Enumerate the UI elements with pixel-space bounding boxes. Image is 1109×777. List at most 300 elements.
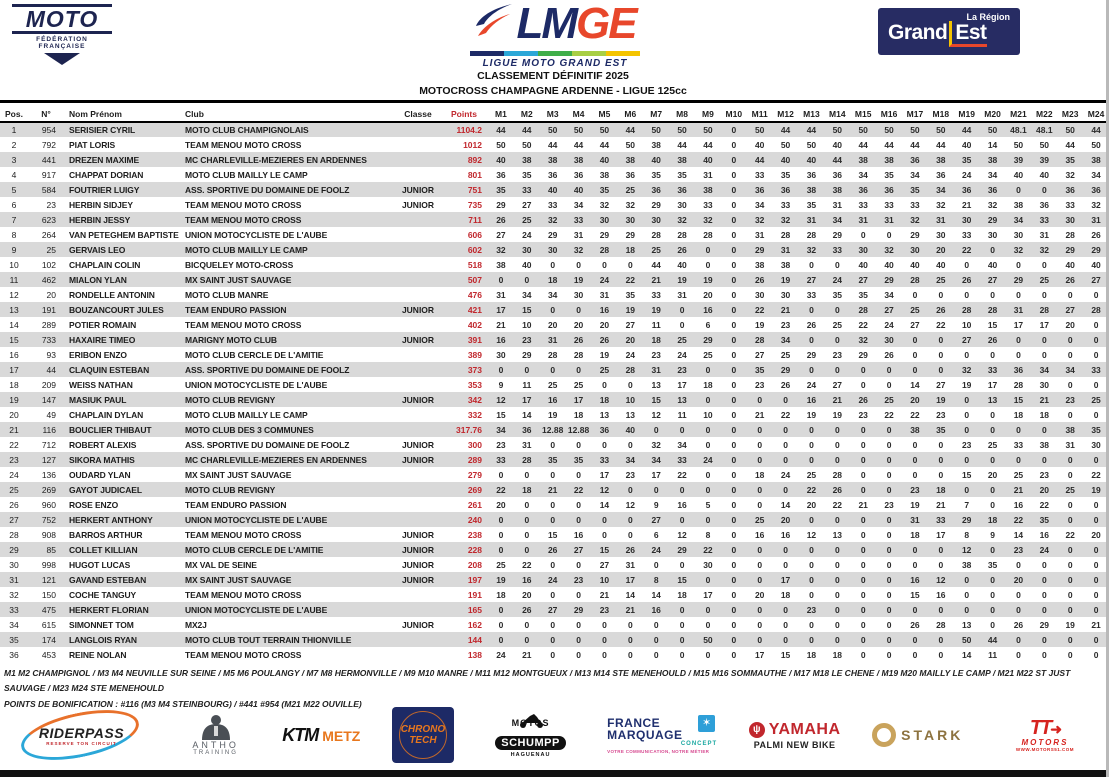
cell-m: 17 [1039,319,1050,330]
cell-m: 36 [522,424,532,435]
cell-points: 751 [467,184,482,195]
cell-m: 0 [627,259,633,270]
cell-m: 34 [1065,364,1075,375]
cell-m: 0 [576,649,581,660]
cell-m: 0 [731,589,737,600]
cell-m: 0 [990,574,995,585]
cell-m: 34 [884,289,894,300]
cell-m: 0 [731,634,737,645]
cell-m: 21 [1091,619,1101,630]
cell-m: 0 [783,604,788,615]
table-row [0,242,1109,257]
cell-m: 0 [1016,424,1021,435]
cell-points: 801 [467,169,482,180]
cell-points: 238 [467,529,482,540]
cell-m: 13 [677,394,687,405]
cell-m: 29 [910,229,920,240]
cell-m: 16 [547,394,558,405]
cell-m: 24 [884,319,894,330]
cell-m: 20 [1039,484,1050,495]
cell-m: 23 [1013,544,1024,555]
cell-m: 28 [780,229,791,240]
ttmotors-url: WWW.MOTORS51.COM [1015,746,1074,752]
cell-m: 35 [780,169,791,180]
cell-m: 0 [809,634,814,645]
cell-m: 50 [832,125,843,135]
cell-m: 28 [703,229,713,240]
cell-club: TEAM MENOU MOTO CROSS [185,199,302,210]
cell-m: 50 [1091,139,1101,150]
cell-m: 0 [783,424,788,435]
cell-m: 36 [1039,199,1050,210]
cell-m: 17 [651,469,661,480]
cell-m: 10 [703,409,713,420]
cell-m: 0 [860,454,866,465]
cell-m: 0 [550,364,556,375]
region-small-text: La Région [966,12,1010,22]
cell-m: 0 [1016,454,1021,465]
cell-m: 40 [599,154,610,165]
table-row [0,302,1109,317]
cell-m: 19 [780,274,791,285]
cell-m: 38 [703,184,713,195]
cell-club: MX SAINT JUST SAUVAGE [185,274,292,285]
cell-m: 0 [912,289,918,300]
cell-m: 19 [703,274,713,285]
cell-m: 23 [651,349,661,360]
antho-training-logo [181,714,251,756]
cell-m: 0 [731,514,737,525]
cell-m: 0 [576,559,581,570]
cell-m: 18 [496,589,506,600]
cell-num: 174 [41,634,56,645]
column-header-m13: M13 [799,106,825,122]
cell-m: 0 [1067,544,1073,555]
cell-m: 0 [627,514,633,525]
yamaha-tuningfork-icon: ψ [749,722,765,738]
cell-m: 0 [1067,469,1073,480]
cell-m: 0 [498,274,504,285]
cell-m: 26 [780,379,791,390]
ffm-logo [12,4,112,65]
cell-num: 136 [41,469,56,480]
cell-m: 12.88 [567,424,590,435]
cell-m: 0 [731,154,737,165]
cell-m: 18 [651,334,661,345]
cell-m: 0 [938,289,944,300]
cell-m: 0 [912,349,918,360]
cell-m: 31 [703,169,713,180]
cell-pos: 27 [9,514,19,525]
column-header-m15: M15 [850,106,876,122]
cell-points: 518 [467,259,482,270]
cell-club: MOTO CLUB REVIGNY [185,484,276,495]
cell-m: 0 [550,304,556,315]
cell-m: 0 [576,619,581,630]
cell-pos: 13 [9,304,19,315]
column-header-m20: M20 [980,106,1006,122]
cell-m: 0 [524,364,530,375]
cell-m: 24 [496,649,506,660]
cell-m: 26 [832,484,843,495]
cell-m: 0 [990,499,995,510]
cell-m: 11 [988,649,998,660]
cell-m: 21 [496,319,506,330]
cell-points: 317.76 [456,424,482,435]
cell-m: 0 [1093,349,1099,360]
cell-m: 44 [936,139,946,150]
cell-m: 0 [886,529,892,540]
cell-m: 0 [524,619,530,630]
cell-classe [396,512,440,527]
cell-m: 14 [625,589,636,600]
cell-m: 36 [573,169,584,180]
cell-m: 26 [1013,619,1024,630]
cell-m: 36 [884,184,894,195]
cell-m: 19 [547,409,558,420]
cell-m: 33 [599,454,610,465]
column-header-m4: M4 [566,106,592,122]
column-header-m14: M14 [824,106,850,122]
cell-m: 38 [961,559,972,570]
chronotech-line2: TECH [409,735,437,746]
cell-m: 0 [550,514,556,525]
cell-m: 0 [886,649,892,660]
cell-m: 28 [910,274,920,285]
cell-name: FOUTRIER LUIGY [69,184,140,195]
cell-m: 22 [625,274,636,285]
cell-m: 0 [834,574,840,585]
cell-m: 35 [573,454,584,465]
cell-m: 40 [703,154,713,165]
cell-club: MOTO CLUB MAILLY LE CAMP [185,409,308,420]
cell-name: ROBERT ALEXIS [69,439,137,450]
cell-m: 44 [910,139,920,150]
cell-m: 29 [806,349,817,360]
cell-m: 0 [627,484,633,495]
cell-name: LANGLOIS RYAN [69,634,137,645]
cell-m: 0 [860,574,866,585]
cell-name: BOUZANCOURT JULES [69,304,164,315]
cell-m: 21 [936,499,946,510]
page-title: CLASSEMENT DÉFINITIF 2025 [477,70,629,82]
cell-m: 29 [496,199,506,210]
cell-num: 954 [41,125,56,135]
table-row [0,437,1109,452]
cell-m: 18 [910,529,920,540]
cell-classe [396,347,440,362]
cell-m: 0 [705,649,711,660]
cell-num: 752 [41,514,56,525]
cell-m: 0 [576,499,581,510]
cell-m: 22 [832,499,843,510]
cell-m: 0 [524,274,530,285]
cell-m: 0 [809,454,814,465]
cell-m: 26 [858,394,868,405]
cell-m: 0 [1067,409,1073,420]
cell-name: HAXAIRE TIMEO [69,334,136,345]
cell-club: MOTO CLUB TOUT TERRAIN THIONVILLE [185,634,352,645]
cell-m: 26 [522,604,532,615]
cell-m: 35 [651,169,661,180]
cell-m: 0 [550,619,556,630]
cell-m: 44 [806,125,817,135]
cell-pos: 11 [9,274,19,285]
cell-m: 33 [573,214,584,225]
cell-m: 17 [703,589,713,600]
fmarq-tagline: VOTRE COMMUNICATION, NOTRE MÉTIER [607,748,710,754]
cell-num: 25 [46,244,56,255]
cell-classe [396,587,440,602]
cell-m: 12 [677,529,687,540]
cell-m: 40 [496,154,506,165]
cell-m: 28 [1065,229,1075,240]
cell-club: MC CHARLEVILLE-MEZIERES EN ARDENNES [185,454,367,465]
chronotech-logo [392,707,454,763]
cell-club: TEAM MENOU MOTO CROSS [185,139,302,150]
cell-m: 21 [651,274,661,285]
cell-m: 0 [964,604,970,615]
cell-m: 36 [936,169,946,180]
cell-m: 35 [832,289,843,300]
cell-pos: 12 [9,289,19,300]
cell-m: 0 [886,634,892,645]
cell-m: 21 [858,499,868,510]
cell-m: 32 [1065,169,1075,180]
cell-m: 0 [731,379,737,390]
cell-m: 34 [780,334,791,345]
cell-num: 998 [41,559,56,570]
column-header-m12: M12 [773,106,799,122]
cell-m: 48.1 [1036,125,1053,135]
cell-m: 40 [754,139,765,150]
cell-points: 1104.2 [456,125,482,135]
cell-classe: JUNIOR [401,199,435,210]
cell-m: 0 [809,574,814,585]
cell-m: 0 [834,514,840,525]
cell-m: 28 [1013,379,1024,390]
region-est-text: Est [949,21,986,47]
cell-m: 17 [1013,319,1024,330]
cell-m: 22 [936,319,946,330]
cell-classe [396,647,440,662]
cell-m: 0 [679,319,685,330]
cell-m: 25 [522,214,532,225]
column-header-m6: M6 [617,106,643,122]
cell-m: 0 [1093,589,1099,600]
cell-points: 373 [467,364,482,375]
cell-m: 40 [625,424,636,435]
cell-club: MOTO CLUB CERCLE DE L'AMITIE [185,349,324,360]
cell-m: 32 [1091,199,1101,210]
cell-pos: 22 [9,439,19,450]
cell-m: 9 [498,379,504,390]
cell-m: 34 [1091,169,1101,180]
cell-m: 10 [599,574,610,585]
cell-m: 0 [860,439,866,450]
cell-m: 0 [990,454,995,465]
cell-num: 584 [41,184,56,195]
cell-pos: 2 [11,139,17,150]
cell-m: 0 [731,394,737,405]
cell-name: MASIUK PAUL [69,394,127,405]
cell-club: BICQUELEY MOTO-CROSS [185,259,294,270]
cell-pos: 20 [9,409,19,420]
cell-pos: 16 [9,349,19,360]
cell-m: 34 [754,199,765,210]
cell-m: 36 [832,169,843,180]
cell-m: 25 [806,469,817,480]
cell-m: 24 [703,454,713,465]
cell-m: 29 [573,604,584,615]
cell-m: 0 [834,259,840,270]
cell-m: 34 [547,289,558,300]
antho-tagline: TRAINING [193,750,238,756]
cell-m: 0 [757,544,763,555]
cell-m: 0 [602,514,607,525]
cell-classe: JUNIOR [401,184,435,195]
cell-m: 14 [599,499,610,510]
cell-m: 25 [884,394,894,405]
cell-m: 38 [522,154,532,165]
cell-m: 0 [602,649,607,660]
table-row [0,272,1109,287]
cell-classe [396,242,440,257]
cell-classe [396,152,440,167]
cell-m: 24 [677,349,687,360]
cell-m: 0 [809,619,814,630]
cell-m: 0 [860,424,866,435]
cell-pos: 5 [11,184,17,195]
cell-m: 0 [1016,559,1021,570]
cell-m: 0 [498,619,504,630]
cell-m: 33 [806,289,817,300]
cell-pos: 19 [9,394,19,405]
cell-m: 26 [806,319,817,330]
cell-m: 33 [1065,199,1075,210]
cell-m: 38 [547,154,558,165]
cell-m: 31 [780,244,791,255]
cell-m: 22 [1013,514,1024,525]
cell-m: 25 [547,379,558,390]
cell-m: 0 [653,484,659,495]
cell-m: 0 [912,439,918,450]
cell-m: 0 [731,334,737,345]
cell-points: 507 [467,274,482,285]
cell-m: 0 [757,619,763,630]
cell-m: 0 [1041,334,1047,345]
cell-m: 0 [886,544,892,555]
cell-m: 0 [679,424,685,435]
cell-m: 35 [522,169,532,180]
cell-m: 0 [653,649,659,660]
cell-m: 0 [912,364,918,375]
cell-m: 44 [547,139,558,150]
cell-m: 44 [858,139,868,150]
cell-m: 35 [1091,424,1101,435]
table-row [0,632,1109,647]
cell-num: 49 [46,409,56,420]
cell-m: 0 [602,619,607,630]
cell-m: 0 [860,634,866,645]
cell-m: 35 [677,169,687,180]
cell-points: 269 [467,484,482,495]
cell-m: 20 [625,334,636,345]
cell-m: 0 [679,604,685,615]
riderpass-name: RIDERPASS [38,724,125,741]
cell-m: 0 [679,484,685,495]
cell-m: 0 [1067,454,1073,465]
cell-m: 12 [599,484,610,495]
cell-m: 18 [625,244,636,255]
results-table-head [0,106,1109,122]
cell-m: 26 [625,544,636,555]
cell-m: 30 [987,229,998,240]
cell-m: 22 [1065,529,1075,540]
cell-points: 240 [467,514,482,525]
cell-m: 0 [1067,514,1073,525]
cell-m: 0 [990,424,995,435]
cell-m: 29 [780,364,791,375]
cell-m: 50 [1065,125,1075,135]
cell-m: 28 [832,469,843,480]
cell-m: 29 [625,229,636,240]
cell-m: 33 [832,244,843,255]
cell-m: 19 [936,394,946,405]
region-grand-text: Grand [888,21,948,44]
cell-m: 0 [1093,409,1099,420]
cell-m: 34 [936,184,946,195]
riderpass-logo [14,725,149,746]
cell-name: VAN PETEGHEM BAPTISTE [69,229,179,240]
cell-m: 32 [677,214,687,225]
cell-name: COLLET KILLIAN [69,544,138,555]
cell-m: 40 [651,154,661,165]
cell-m: 14 [987,139,998,150]
cell-classe [396,362,440,377]
cell-m: 0 [731,289,737,300]
cell-m: 0 [550,469,556,480]
cell-m: 23 [910,484,920,495]
cell-m: 22 [496,484,506,495]
cell-m: 0 [705,604,711,615]
cell-club: MOTO CLUB DES 3 COMMUNES [185,424,314,435]
cell-points: 289 [467,454,482,465]
cell-m: 0 [834,304,840,315]
cell-m: 0 [705,514,711,525]
cell-m: 25 [573,379,584,390]
cell-m: 0 [964,424,970,435]
header-row [0,106,1109,122]
cell-m: 38 [1013,199,1024,210]
cell-m: 0 [576,364,581,375]
cell-m: 0 [679,649,685,660]
cell-m: 18 [677,589,687,600]
cell-club: MOTO CLUB MAILLY LE CAMP [185,244,308,255]
cell-m: 0 [731,469,737,480]
bonus-footnote: POINTS DE BONIFICATION : #116 (M3 M4 STEINBOURG) / #441 #954 (M21 M22 OUVILLE) [4,699,362,709]
cell-classe: JUNIOR [401,454,435,465]
cell-pos: 3 [11,154,17,165]
cell-m: 0 [912,604,918,615]
cell-m: 38 [651,139,661,150]
cell-m: 27 [754,349,765,360]
cell-name: BOUCLIER THIBAUT [69,424,152,435]
cell-m: 38 [884,154,894,165]
cell-m: 17 [936,529,946,540]
cell-m: 0 [886,229,892,240]
cell-m: 40 [1091,259,1101,270]
